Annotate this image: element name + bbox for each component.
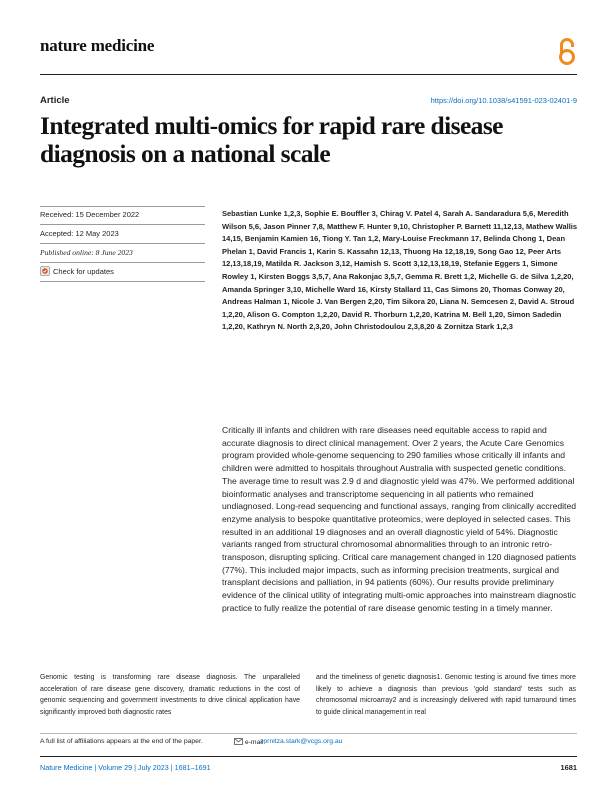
- check-for-updates-icon: [40, 266, 50, 276]
- footer-citation[interactable]: Nature Medicine | Volume 29 | July 2023 | 1681–1691: [40, 763, 211, 772]
- received-date: Received: 15 December 2022: [40, 210, 140, 219]
- accepted-date: Accepted: 12 May 2023: [40, 229, 119, 238]
- article-title: Integrated multi-omics for rapid rare disease diagnosis on a national scale: [40, 111, 503, 168]
- meta-divider: [40, 224, 205, 225]
- email-link[interactable]: zornitza.stark@vcgs.org.au: [260, 738, 343, 745]
- abstract: Critically ill infants and children with rare diseases need equitable access to rapid and accurate diagnosis to direct clinical management. Over 2 years, the Acute Care Genomics program provided whole-genome sequencing to 290 families whose critically ill infants and children were admitted to hospitals throughout Australia with suspected genetic conditions. The average time to result was 2.9 d and diagnostic yield was 47%. We performed additional bioinformatic analyses and transcriptome sequencing in all patients who remained undiagnosed. Long-read sequencing and functional assays, ranging from clinically accredited enzyme analysis to bespoke quantitative proteomics, were deployed in selected cases. This resulted in an additional 19 diagnoses and an overall diagnostic yield of 54%. Diagnostic variants ranged from structural chromosomal abnormalities through to an intronic retro-transposon, disrupting splicing. Critical care management changed in 120 diagnosed patients (77%). This included major impacts, such as informing precision treatments, surgical and transplant decisions and palliation, in 94 patients (60%). Our results provide preliminary evidence of the clinical utility of integrating multi-omic approaches into mainstream diagnostic practice to fully realize the potential of rare disease genomic testing in a timely manner.: [222, 425, 576, 613]
- doi-link[interactable]: https://doi.org/10.1038/s41591-023-02401-9: [430, 96, 577, 105]
- article-type: Article: [40, 95, 70, 106]
- published-date: Published online: 8 June 2023: [40, 248, 133, 257]
- header-rule: [40, 74, 577, 75]
- email-label-text: e-mail:: [244, 739, 266, 746]
- check-for-updates-button[interactable]: [40, 266, 114, 276]
- author-list: Sebastian Lunke 1,2,3, Sophie E. Bouffler 3, Chirag V. Patel 4, Sarah A. Sandaradura 5,6, Meredith Wilson 5,6, Jason Pinner 7,8, Matthew F. Hunter 9,10, Christopher P. Barnett 11,12,13, Mathew Wallis 14,15, Benjamin Kamien 16, Tiong Y. Tan 1,2, Mary-Louise Freckmann 17, Belinda Chong 1, Dean Phelan 1, David Francis 1, Karin S. Kassahn 12,13, Thuong Ha 12,18,19, Song Gao 12, Peer Arts 12,13,18,19, Matilda R. Jackson 3,12, Hamish S. Scott 3,12,13,18,19, Stefanie Eggers 1, Simone Rowley 1, Kirsten Boggs 3,5,7, Ana Rakonjac 3,5,7, Gemma R. Brett 1,2, Michelle G. de Silva 1,2,20, Amanda Springer 3,10, Michelle Ward 16, Kirsty Stallard 11, Cas Simons 20, Thomas Conway 20, Andreas Halman 1, Nicole J. Van Bergen 2,20, Tim Sikora 20, Liana N. Semcesen 2, David A. Stroud 1,2,20, Alison G. Compton 1,2,20, David R. Thorburn 1,2,20, Katrina M. Bell 1,20, Simon Sadedin 1,2,20, Kathryn N. North 2,3,20, John Christodoulou 2,3,8,20 & Zornitza Stark 1,2,3: [222, 209, 578, 332]
- journal-name: nature medicine: [40, 36, 155, 55]
- affiliations-note: A full list of affiliations appears at the end of the paper.: [40, 738, 203, 745]
- email-icon: [234, 738, 243, 745]
- footer-rule: [40, 756, 577, 757]
- page-number: 1681: [560, 763, 577, 772]
- check-for-updates-label: Check for updates: [53, 266, 114, 276]
- meta-divider: [40, 262, 205, 263]
- body-column-1: Genomic testing is transforming rare disease diagnosis. The unparalleled acceleration of rare disease gene discovery, dramatic reductions in the cost of genomic sequencing and government investments to drive clinical application have significantly improved both diagnostic rates: [40, 674, 300, 716]
- body-column-2: and the timeliness of genetic diagnosis1. Genomic testing is around five times more likely to achieve a diagnosis than previous 'gold standard' tests such as chromosomal microarray2 and is increasingly delivered with rapid turnaround times to guide clinical management in real: [316, 674, 576, 716]
- footnote-rule: [40, 733, 577, 734]
- meta-divider: [40, 281, 205, 282]
- meta-divider: [40, 206, 205, 207]
- meta-divider: [40, 243, 205, 244]
- open-access-icon: [557, 38, 577, 66]
